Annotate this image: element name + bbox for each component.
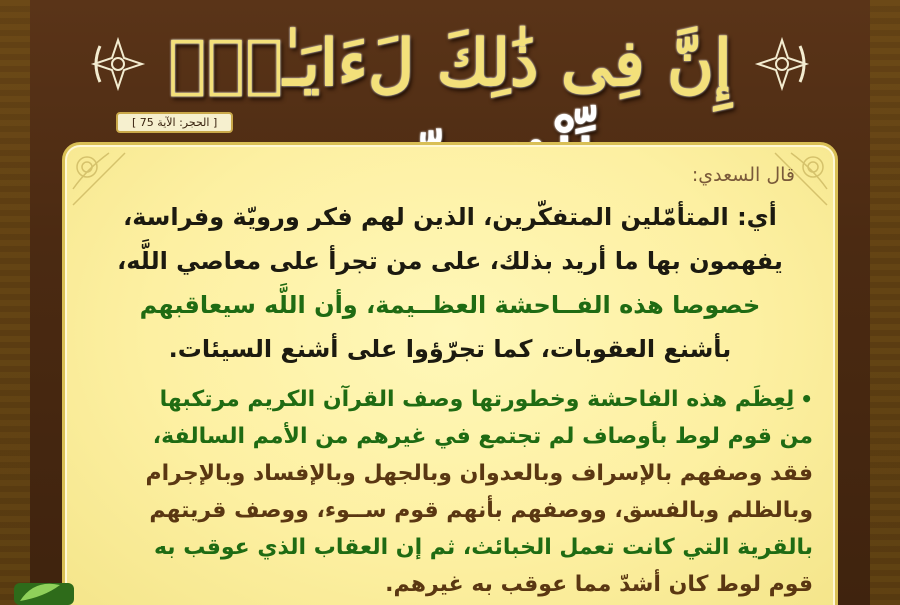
paragraph-2-line-1: لِعِظَم هذه الفاحشة وخطورتها وصف القرآن الكريم مرتكبها — [159, 387, 795, 412]
paragraph-2-line-3: فقد وصفهم بالإسراف وبالعدوان وبالجهل وبالإفساد وبالإجرام — [145, 461, 813, 486]
paragraph-1-line-1: أي: المتأمّلين المتفكّرين، الذين لهم فكر ورويّة وفراسة، — [123, 203, 777, 231]
verse-reference-badge: [ الحجر: الآية 75 ] — [116, 112, 233, 133]
paragraph-2-line-2: من قوم لوط بأوصاف لم تجتمع في غيرهم من الأمم السالفة، — [152, 424, 813, 449]
paragraph-2-line-4: وبالظلم وبالفسق، ووصفهم بأنهم قوم ســوء، ووصف قريتهم — [149, 498, 813, 523]
leaf-logo-icon — [0, 575, 80, 605]
header — [30, 0, 870, 135]
paragraph-2-line-6: قوم لوط كان أشدّ مما عوقب به غيرهم. — [385, 572, 813, 597]
explanation-panel — [62, 142, 838, 605]
paragraph-1-line-2: يفهمون بها ما أريد بذلك، على من تجرأ على معاصي اللَّه، — [117, 247, 783, 275]
speaker-label: قال السعدي: — [691, 164, 795, 186]
bullet-icon: • — [800, 387, 813, 411]
paragraph-1-line-4: بأشنع العقوبات، كما تجرّؤوا على أشنع السيئات. — [168, 335, 732, 363]
right-ornament-icon — [754, 36, 810, 92]
left-pattern-strip — [0, 0, 30, 605]
verse-part-1: إِنَّ فِى ذَٰلِكَ لَءَايَـٰتٍۢ — [168, 26, 732, 101]
paragraph-1-line-3: خصوصا هذه الفــاحشة العظــيمة، وأن اللَّه سيعاقبهم — [139, 291, 761, 319]
paragraph-1 — [87, 195, 813, 371]
paragraph-2 — [87, 381, 813, 603]
right-pattern-strip — [870, 0, 900, 605]
paragraph-2-line-5: بالقرية التي كانت تعمل الخبائث، ثم إن العقاب الذي عوقب به — [153, 535, 813, 560]
tafsir-content — [87, 161, 813, 605]
